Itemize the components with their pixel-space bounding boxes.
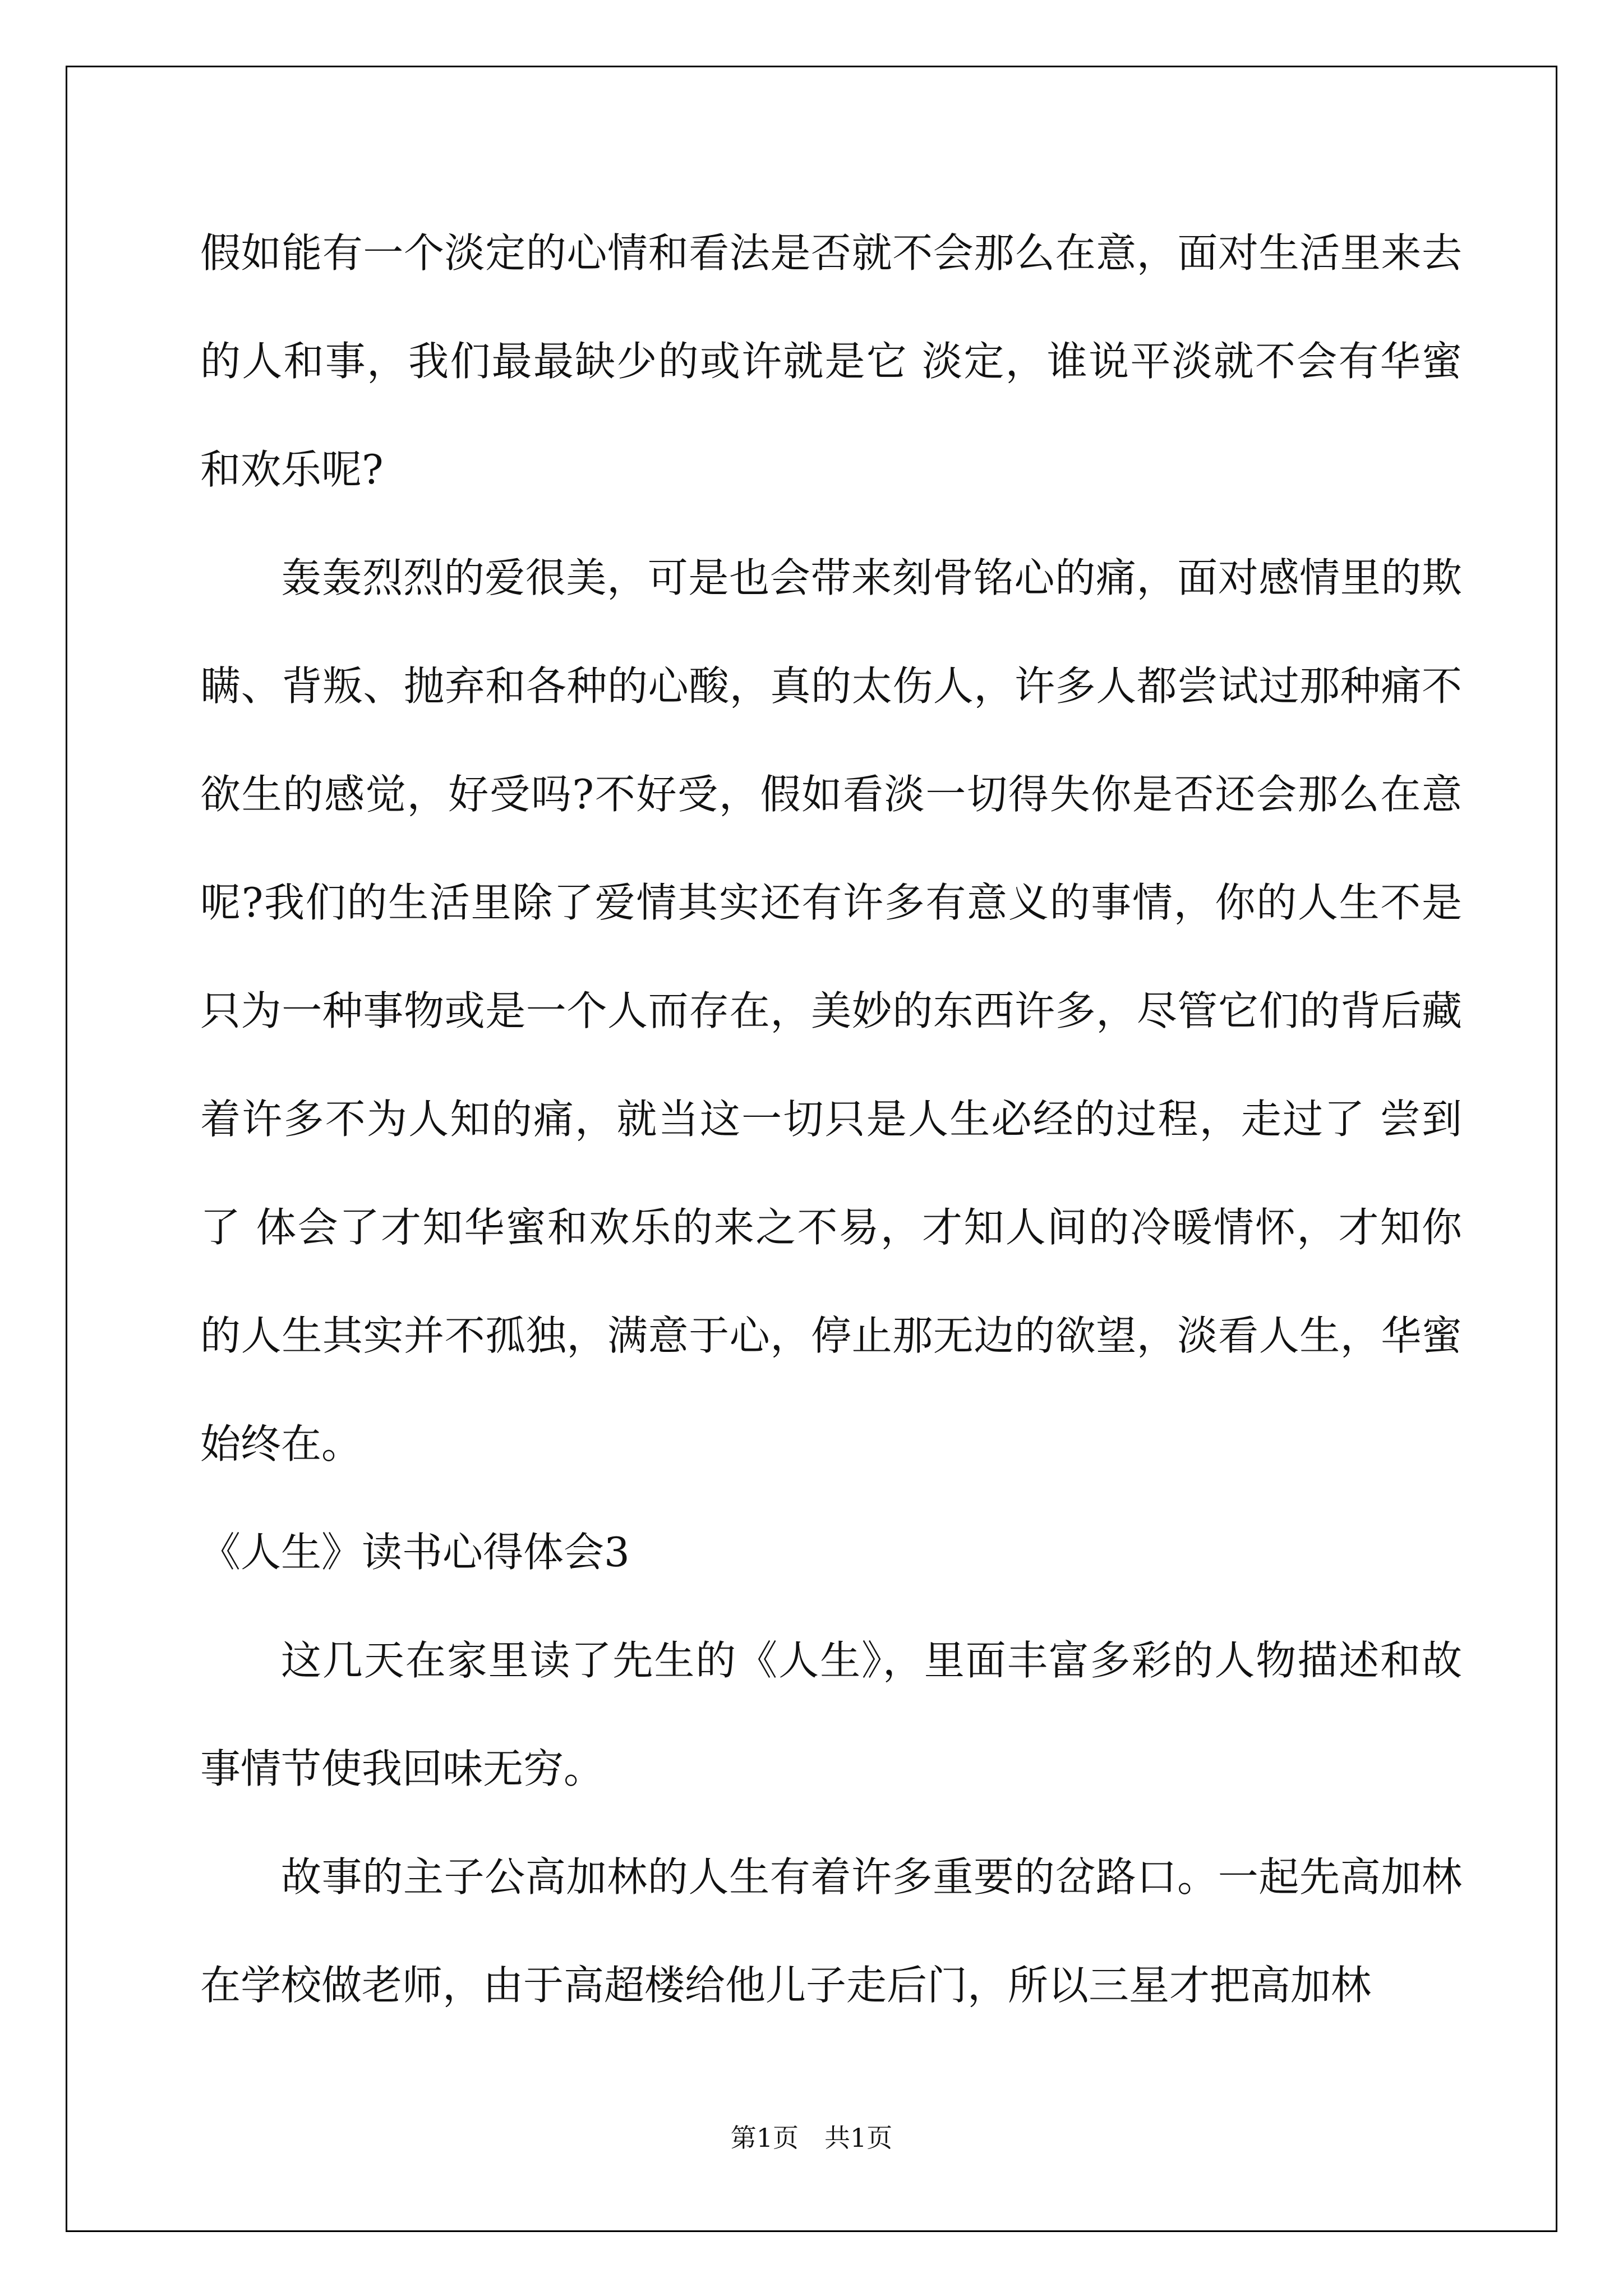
page-footer: 第1页 共1页 xyxy=(730,2123,893,2153)
document-body xyxy=(200,199,1462,2040)
paragraph-1: 假如能有一个淡定的心情和看法是否就不会那么在意，面对生活里来去的人和事，我们最最缺少的或许就是它 淡定，谁说平淡就不会有华蜜和欢乐呢? xyxy=(200,229,1462,493)
paragraph-3: 这几天在家里读了先生的《人生》，里面丰富多彩的人物描述和故事情节使我回味无穷。 xyxy=(200,1637,1462,1792)
section-heading: 《人生》读书心得体会3 xyxy=(200,1529,630,1576)
paragraph-2: 轰轰烈烈的爱很美，可是也会带来刻骨铭心的痛，面对感情里的欺瞒、背叛、抛弃和各种的心酸，真的太伤人，许多人都尝试过那种痛不欲生的感觉，好受吗?不好受，假如看淡一切得失你是否还会那么在意呢?我们的生活里除了爱情其实还有许多有意义的事情，你的人生不是只为一种事物或是一个人而存在，美妙的东西许多，尽管它们的背后藏着许多不为人知的痛，就当这一切只是人生必经的过程，走过了 尝到了 体会了才知华蜜和欢乐的来之不易，才知人间的冷暖情怀，才知你的人生其实并不孤独，满意于心，停止那无边的欲望，淡看人生，华蜜始终在。 xyxy=(200,554,1462,1467)
paragraph-4: 故事的主子公高加林的人生有着许多重要的岔路口。一起先高加林在学校做老师，由于高超楼给他儿子走后门，所以三星才把高加林 xyxy=(200,1853,1462,2009)
